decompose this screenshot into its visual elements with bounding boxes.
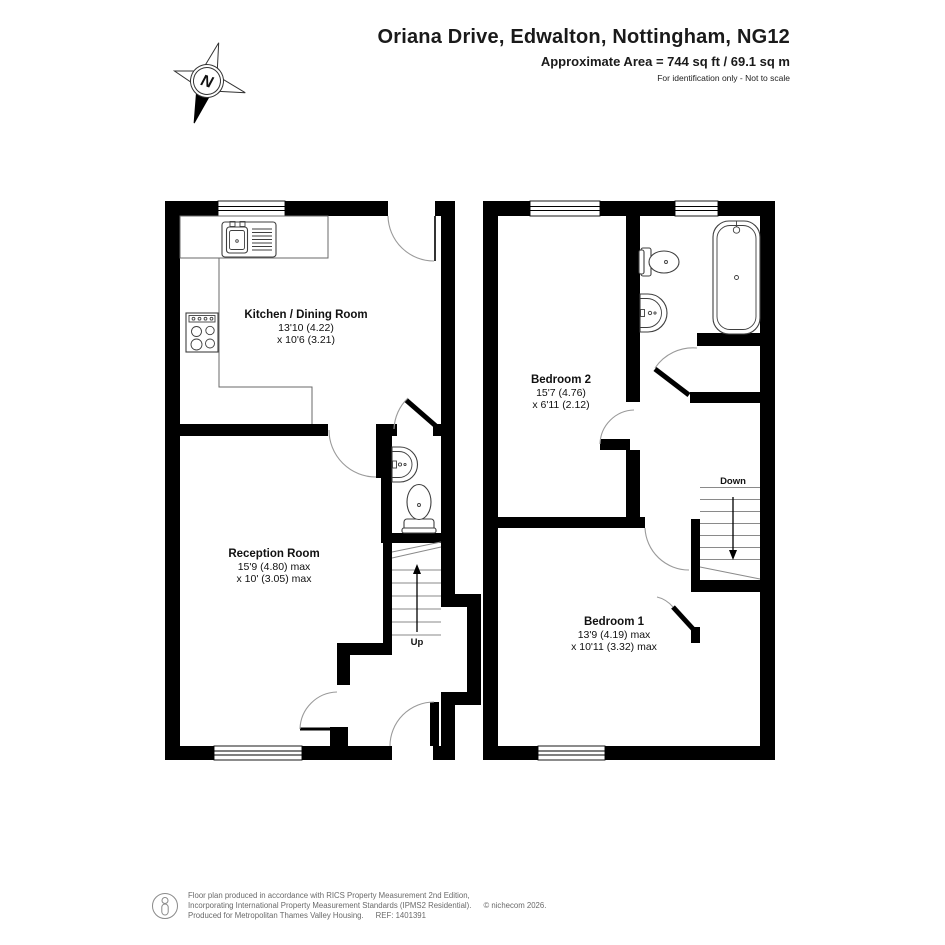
wc-door	[394, 398, 437, 429]
bathroom-door	[655, 348, 697, 395]
page-title: Oriana Drive, Edwalton, Nottingham, NG12	[377, 26, 790, 48]
footer-text	[188, 891, 546, 921]
ground-floor-labels	[228, 309, 367, 585]
bedroom1-door	[645, 528, 694, 630]
stairs-down-label: Down	[720, 476, 746, 487]
bedroom2-dim1: 15'7 (4.76)	[536, 387, 586, 399]
footer-line3: Produced for Metropolitan Thames Valley Housing. REF: 1401391	[188, 911, 426, 920]
entrance-door	[388, 216, 435, 261]
stairs-up	[392, 542, 441, 648]
compass-icon	[162, 33, 257, 135]
bedroom1-dim1: 13'9 (4.19) max	[577, 629, 651, 641]
front-door	[390, 702, 439, 746]
basin-icon	[392, 447, 418, 482]
first-floor-windows	[530, 201, 718, 760]
bedroom2-label: Bedroom 2	[530, 374, 592, 386]
window	[675, 201, 718, 216]
reception-dim1: 15'9 (4.80) max	[237, 561, 311, 573]
window	[218, 201, 285, 216]
compass-north-label: N	[198, 72, 215, 92]
window	[214, 746, 302, 760]
window	[538, 746, 605, 760]
toilet-icon	[402, 485, 436, 534]
window	[530, 201, 600, 216]
toilet-icon	[639, 248, 679, 276]
reception-dim2: x 10' (3.05) max	[236, 573, 312, 585]
basin-icon	[640, 294, 667, 332]
first-floor-doors	[600, 348, 697, 630]
copyright: © nichecom 2026.	[483, 901, 547, 910]
person-logo-icon	[151, 892, 179, 920]
stairs-up-label: Up	[410, 637, 424, 648]
ground-floor-windows	[214, 201, 302, 760]
footer-line1: Floor plan produced in accordance with RICS Property Measurement 2nd Edition,	[188, 891, 470, 900]
bedroom1-label: Bedroom 1	[583, 616, 645, 628]
sink-icon	[222, 222, 276, 258]
stairs-down	[700, 476, 760, 579]
kitchen-dim2: x 10'6 (3.21)	[276, 334, 336, 346]
first-floor-plan	[483, 201, 775, 760]
reception-door	[300, 692, 337, 729]
bedroom2-dim2: x 6'11 (2.12)	[532, 399, 590, 411]
ground-floor-doors	[300, 216, 439, 746]
bedroom1-dim2: x 10'11 (3.32) max	[571, 641, 657, 653]
wc-fixtures	[392, 447, 436, 533]
ground-floor-plan	[165, 201, 481, 760]
footer-line2: Incorporating International Property Measurement Standards (IPMS2 Residential). © nichecom 2026.	[188, 901, 547, 910]
approximate-area: Approximate Area = 744 sq ft / 69.1 sq m	[540, 54, 790, 69]
hob-icon	[186, 313, 218, 352]
reference-number: REF: 1401391	[375, 911, 426, 920]
kitchen-dim1: 13'10 (4.22)	[278, 322, 334, 334]
bathroom-fixtures	[639, 221, 760, 334]
reception-label: Reception Room	[228, 548, 320, 560]
footer	[151, 891, 546, 921]
kitchen-door	[329, 430, 376, 477]
bedroom2-door	[600, 410, 634, 444]
ground-floor-walls	[165, 201, 481, 760]
kitchen-label: Kitchen / Dining Room	[244, 309, 368, 321]
scale-disclaimer: For identification only - Not to scale	[657, 73, 790, 83]
drainer-lines	[252, 229, 272, 250]
bathtub-icon	[713, 221, 760, 334]
